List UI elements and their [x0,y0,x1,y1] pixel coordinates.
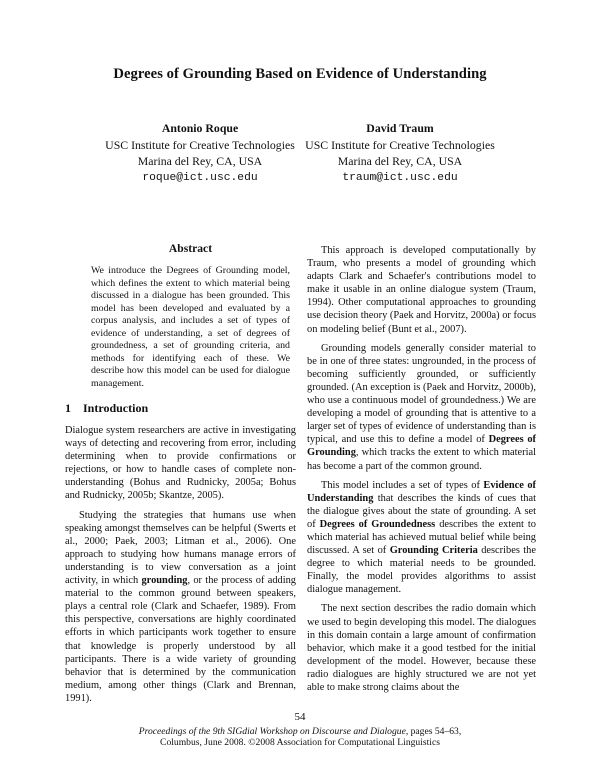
author-name: Antonio Roque [161,121,239,135]
paragraph: This approach is developed computationally by Traum, who presents a model of grounding which adapts Clark and Schaefer's contributions model to make it usable in an online dialogue system (Traum, 1994). Other computational approaches to grounding use decision theory (Paek and Horvitz, 2000a) or focus on modeling belief (Bunt et al., 2007). [307,245,536,335]
paragraph: The next section describes the radio domain which we used to begin developing this model. The dialogues in this domain contain a large amount of confirmation behavior, which make it a good testbed for the initial development of the model. However, because these radio dialogues are highly structured we are not yet able to make strong claims about the [307,603,536,693]
left-column [65,424,296,711]
section-heading [65,401,148,416]
author-affiliation: USC Institute for Creative Technologies [105,137,295,152]
term-grounding: grounding [141,575,188,587]
right-column [307,244,536,700]
text-run: describes the extent to which material has achieved mutual belief while being discussed. A set of [307,518,536,557]
text-run: Studying the strategies that humans use when speaking amongst themselves can be helpful (Swerts et al., 2000; Paek, 2003; Litman et al., 2006). One approach to studying how humans manage errors of understanding is to view conversation as a joint activity, in which [65,509,296,587]
term-grounding-criteria: Grounding Criteria [389,545,478,557]
author-location: Marina del Rey, CA, USA [137,154,263,168]
paragraph [307,479,536,597]
page-number: 54 [294,711,306,723]
text-run: Grounding models generally consider material to be in one of three states: ungrounded, in the process of becoming sufficiently grounded, or sufficiently grounded. (An exception is (Paek and Horvitz, 2000b), who use a continuous model of groundedness.) We are developing a model of grounding that is attentive to a larger set of types of evidence of understanding than is typical, and use this to define a model of [307,342,536,446]
author-affiliation: USC Institute for Creative Technologies [305,137,495,152]
footer-line-2: Columbus, June 2008. ©2008 Association for Computational Linguistics [160,737,440,749]
text-run: , which tracks the extent to which material has become a part of the common ground. [307,447,536,472]
author-name: David Traum [366,121,434,135]
term-degrees-of-groundedness: Degrees of Groundedness [319,518,436,530]
section-title: Introduction [83,401,149,415]
paragraph [65,509,296,705]
author-email: traum@ict.usc.edu [342,171,458,184]
text-run: that describes the kinds of cues that the dialogue gives about the state of grounding. A set of [307,492,536,530]
text-run: This model includes a set of types of [321,479,484,491]
paper-title: Degrees of Grounding Based on Evidence of Understanding [113,66,487,82]
author-location: Marina del Rey, CA, USA [337,154,463,168]
footer-citation [0,726,600,748]
paragraph [307,342,536,473]
author-email: roque@ict.usc.edu [142,171,258,184]
text-run: , or the process of adding material to the common ground between speakers, plays a central role (Clark and Schaefer, 1989). From this perspective, conversations are highly coordinated efforts in which participants work together to ensure that knowledge is properly understood by all participants. There is a wide variety of grounding behavior that is determined by the communication medium, among other things (Clark and Brennan, 1991). [65,575,296,704]
paragraph: Dialogue system researchers are active in investigating ways of detecting and recovering from error, including determining when to provide confirmations or rejections, or how to handle cases of complete non-understanding (Bohus and Rudnicky, 2005a; Bohus and Rudnicky, 2005b; Skantze, 2005). [65,425,296,502]
author-block-2 [294,120,506,186]
text-run: describes the degree to which material needs to be grounded. Finally, the model provides algorithms to assist dialogue management. [307,545,536,596]
proceedings-name: Proceedings of the 9th SIGdial Workshop on Discourse and Dialogue [138,726,406,737]
abstract-heading: Abstract [168,242,213,255]
proceedings-pages: , pages 54–63, [405,726,462,737]
section-number: 1 [65,401,71,415]
term-evidence-of-understanding: Evidence of Understanding [307,479,536,504]
abstract-text: We introduce the Degrees of Grounding model, which defines the extent to which material being discussed in a dialogue has been grounded. This model has been developed and evaluated by a corpus analysis, and includes a set of types of evidence of understanding, a set of degrees of groundedness, a set of grounding criteria, and methods for identifying each of these. We describe how this model can be used for dialogue management. [91,265,290,389]
author-block-1 [94,120,306,186]
term-degrees-of-grounding: Degrees of Grounding [307,434,536,459]
